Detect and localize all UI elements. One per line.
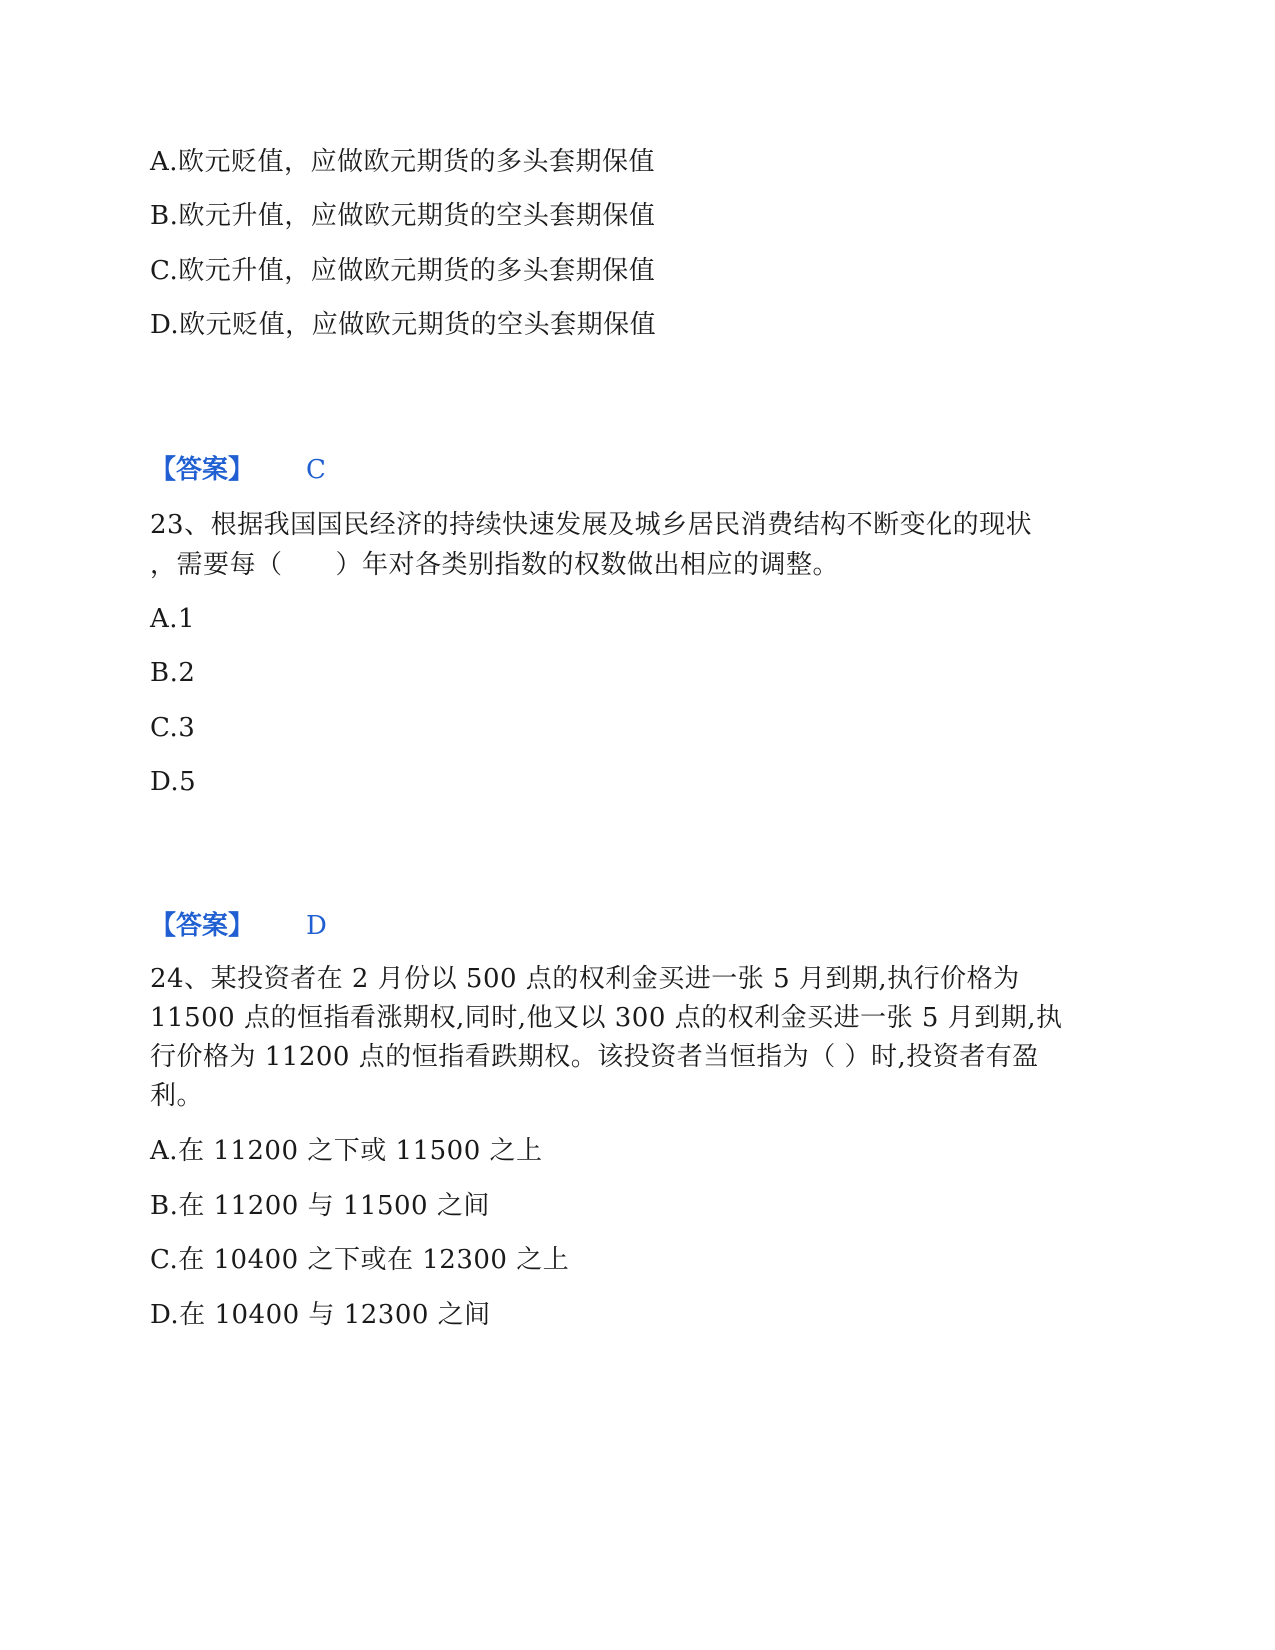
q23-option-d: D.5 [150, 767, 197, 797]
answer-value: C [306, 455, 326, 485]
q23-stem-line-1: 23、根据我国国民经济的持续快速发展及城乡居民消费结构不断变化的现状 [150, 510, 1033, 540]
q23-answer [150, 906, 327, 946]
q23-option-b: B.2 [150, 658, 196, 688]
q22-answer [150, 450, 326, 490]
q24-option-a: A.在 11200 之下或 11500 之上 [150, 1136, 543, 1166]
q24-option-c: C.在 10400 之下或在 12300 之上 [150, 1245, 570, 1275]
q24-stem-line-2: 11500 点的恒指看涨期权,同时,他又以 300 点的权利金买进一张 5 月到期,执 [150, 1003, 1063, 1033]
q24-option-b: B.在 11200 与 11500 之间 [150, 1191, 490, 1221]
q22-option-d: D.欧元贬值，应做欧元期货的空头套期保值 [150, 310, 657, 340]
q23-stem-line-2: ，需要每（ ）年对各类别指数的权数做出相应的调整。 [150, 550, 840, 580]
answer-label: 【答案】 [150, 455, 255, 485]
q23-option-a: A.1 [150, 604, 196, 634]
answer-value: D [306, 911, 327, 941]
q23-option-c: C.3 [150, 713, 196, 743]
q22-option-a: A.欧元贬值，应做欧元期货的多头套期保值 [150, 147, 656, 177]
q24-option-d: D.在 10400 与 12300 之间 [150, 1300, 491, 1330]
q24-stem-line-1: 24、某投资者在 2 月份以 500 点的权利金买进一张 5 月到期,执行价格为 [150, 964, 1020, 994]
q24-stem-line-3: 行价格为 11200 点的恒指看跌期权。该投资者当恒指为（ ）时,投资者有盈 [150, 1042, 1039, 1072]
answer-label: 【答案】 [150, 911, 255, 941]
q22-option-c: C.欧元升值，应做欧元期货的多头套期保值 [150, 256, 656, 286]
q22-option-b: B.欧元升值，应做欧元期货的空头套期保值 [150, 201, 656, 231]
q24-stem-line-4: 利。 [150, 1081, 204, 1111]
